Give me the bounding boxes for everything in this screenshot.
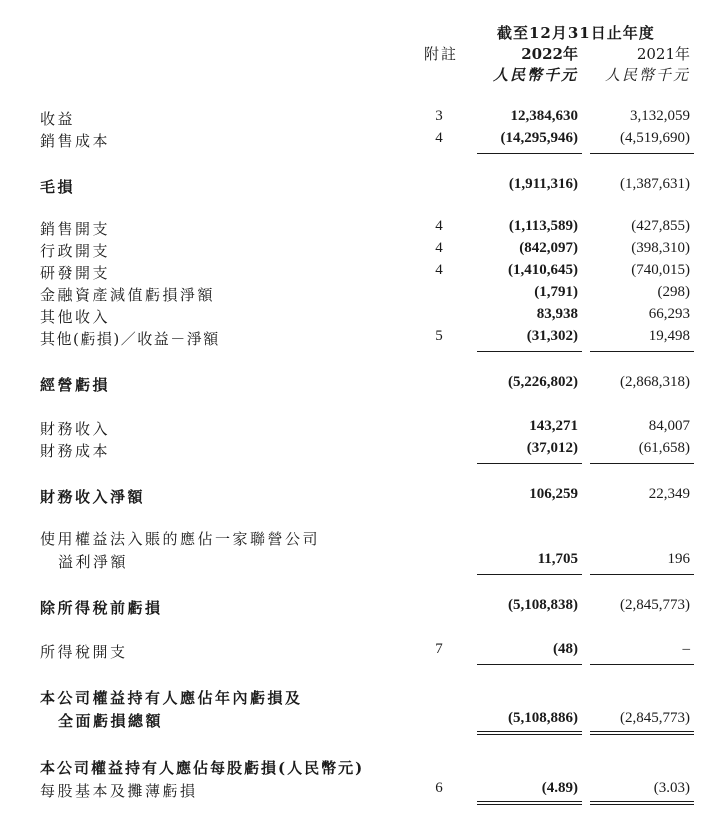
year-2022-header: 2022年: [521, 45, 578, 63]
rule: [477, 153, 582, 154]
other-gains-note: 5: [435, 328, 443, 344]
rule: [477, 574, 582, 575]
selling-expenses-2021: (427,855): [631, 218, 690, 234]
gross-loss-2022: (1,911,316): [508, 176, 578, 192]
finance-cost-2021: (61,658): [638, 440, 690, 456]
total-label-line2: 全面虧損總額: [58, 712, 164, 730]
gross-loss-label: 毛損: [40, 178, 76, 196]
loss-before-tax-2022: (5,108,838): [508, 597, 578, 613]
impairment-2021: (298): [657, 284, 690, 300]
rule: [477, 351, 582, 352]
period-header: 截至12月31日止年度: [497, 24, 655, 42]
finance-cost-2022: (37,012): [526, 440, 578, 456]
income-tax-2021: –: [682, 641, 690, 657]
rnd-expenses-2021: (740,015): [631, 262, 690, 278]
income-tax-label: 所得稅開支: [40, 643, 128, 661]
admin-expenses-note: 4: [435, 240, 443, 256]
eps-2022: (4.89): [541, 780, 578, 796]
cost-of-sales-2021: (4,519,690): [620, 130, 690, 146]
eps-heading: 本公司權益持有人應佔每股虧損(人民幣元): [40, 759, 365, 777]
revenue-2022: 12,384,630: [510, 108, 578, 124]
cost-of-sales-note: 4: [435, 130, 443, 146]
currency-2022-header: 人民幣千元: [492, 66, 578, 84]
other-income-label: 其他收入: [40, 308, 111, 326]
associate-label-line2: 溢利淨額: [58, 553, 129, 571]
finance-cost-label: 財務成本: [40, 442, 111, 460]
income-tax-2022: (48): [553, 641, 578, 657]
rule: [590, 664, 694, 665]
loss-before-tax-2021: (2,845,773): [620, 597, 690, 613]
revenue-2021: 3,132,059: [630, 108, 690, 124]
loss-before-tax-label: 除所得稅前虧損: [40, 599, 163, 617]
other-gains-2021: 19,498: [648, 328, 690, 344]
operating-loss-2021: (2,868,318): [620, 374, 690, 390]
operating-loss-2022: (5,226,802): [508, 374, 578, 390]
rule: [477, 463, 582, 464]
rule: [590, 463, 694, 464]
revenue-label: 收益: [40, 110, 76, 128]
note-column-header: 附註: [424, 45, 459, 63]
other-income-2021: 66,293: [648, 306, 690, 322]
rnd-expenses-note: 4: [435, 262, 443, 278]
finance-income-label: 財務收入: [40, 420, 111, 438]
cost-of-sales-2022: (14,295,946): [500, 130, 578, 146]
selling-expenses-note: 4: [435, 218, 443, 234]
revenue-note: 3: [435, 108, 443, 124]
operating-loss-label: 經營虧損: [40, 376, 111, 394]
cost-of-sales-label: 銷售成本: [40, 132, 111, 150]
rule: [590, 574, 694, 575]
net-finance-label: 財務收入淨額: [40, 488, 146, 506]
admin-expenses-label: 行政開支: [40, 242, 111, 260]
total-label-line1: 本公司權益持有人應佔年內虧損及: [40, 689, 303, 707]
currency-2021-header: 人民幣千元: [604, 66, 690, 84]
rule: [477, 664, 582, 665]
double-rule: [590, 801, 694, 805]
associate-2021: 196: [667, 551, 690, 567]
associate-2022: 11,705: [537, 551, 578, 567]
rule: [590, 153, 694, 154]
impairment-2022: (1,791): [534, 284, 578, 300]
associate-label-line1: 使用權益法入賬的應佔一家聯營公司: [40, 530, 321, 548]
total-2022: (5,108,886): [508, 710, 578, 726]
double-rule: [590, 731, 694, 735]
year-2021-header: 2021年: [636, 45, 690, 63]
other-gains-label: 其他(虧損)／收益－淨額: [40, 330, 220, 348]
eps-2021: (3.03): [653, 780, 690, 796]
finance-income-2022: 143,271: [529, 418, 578, 434]
double-rule: [477, 801, 582, 805]
other-gains-2022: (31,302): [526, 328, 578, 344]
rnd-expenses-label: 研發開支: [40, 264, 111, 282]
net-finance-2022: 106,259: [529, 486, 578, 502]
eps-label: 每股基本及攤薄虧損: [40, 782, 198, 800]
finance-income-2021: 84,007: [648, 418, 690, 434]
eps-note: 6: [435, 780, 443, 796]
net-finance-2021: 22,349: [648, 486, 690, 502]
impairment-label: 金融資產減值虧損淨額: [40, 286, 216, 304]
gross-loss-2021: (1,387,631): [620, 176, 690, 192]
total-2021: (2,845,773): [620, 710, 690, 726]
double-rule: [477, 731, 582, 735]
rnd-expenses-2022: (1,410,645): [508, 262, 578, 278]
admin-expenses-2021: (398,310): [631, 240, 690, 256]
rule: [590, 351, 694, 352]
other-income-2022: 83,938: [536, 306, 578, 322]
selling-expenses-2022: (1,113,589): [508, 218, 578, 234]
admin-expenses-2022: (842,097): [519, 240, 578, 256]
income-tax-note: 7: [435, 641, 443, 657]
selling-expenses-label: 銷售開支: [40, 220, 111, 238]
